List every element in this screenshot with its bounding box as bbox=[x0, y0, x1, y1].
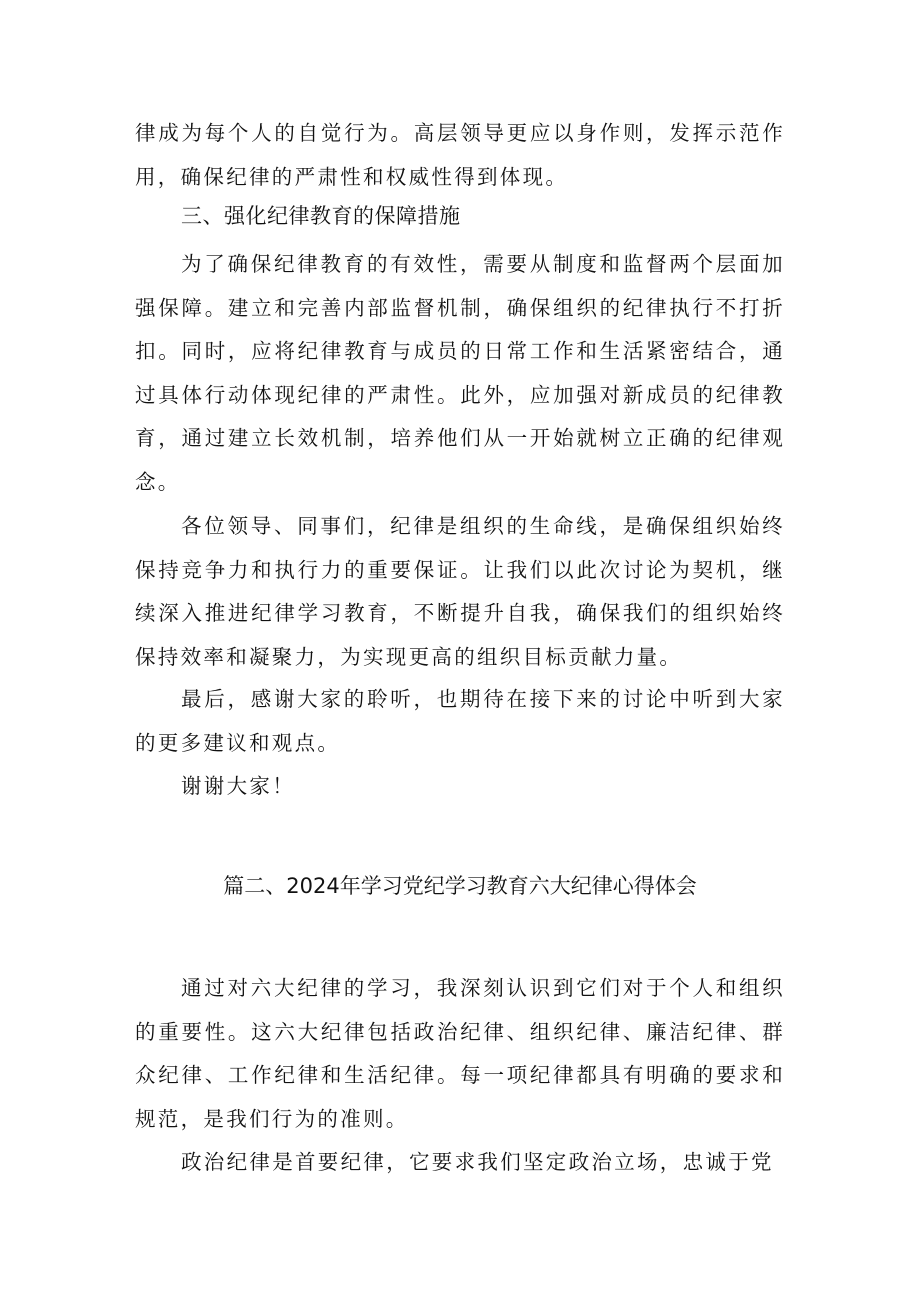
paragraph-continuation: 律成为每个人的自觉行为。高层领导更应以身作则，发挥示范作用，确保纪律的严肃性和权威性得到体现。 bbox=[135, 121, 785, 189]
paragraph-thanks: 最后，感谢大家的聆听，也期待在接下来的讨论中听到大家的更多建议和观点。 bbox=[135, 687, 785, 755]
paragraph-safeguards: 为了确保纪律教育的有效性，需要从制度和监督两个层面加强保障。建立和完善内部监督机制，确保组织的纪律执行不打折扣。同时，应将纪律教育与成员的日常工作和生活紧密结合，通过具体行动体现纪律的严肃性。此外，应加强对新成员的纪律教育，通过建立长效机制，培养他们从一开始就树立正确的纪律观念。 bbox=[135, 252, 785, 494]
paragraph-closing-remarks: 各位领导、同事们，纪律是组织的生命线，是确保组织始终保持竞争力和执行力的重要保证。让我们以此次讨论为契机，继续深入推进纪律学习教育，不断提升自我，确保我们的组织始终保持效率和凝聚力，为实现更高的组织目标贡献力量。 bbox=[135, 514, 785, 669]
chapter-title: 篇二、2024年学习党纪学习教育六大纪律心得体会 bbox=[223, 874, 697, 898]
section-heading-three: 三、强化纪律教育的保障措施 bbox=[181, 204, 461, 228]
paragraph-six-disciplines: 通过对六大纪律的学习，我深刻认识到它们对于个人和组织的重要性。这六大纪律包括政治纪律、组织纪律、廉洁纪律、群众纪律、工作纪律和生活纪律。每一项纪律都具有明确的要求和规范，是我们行为的准则。 bbox=[135, 976, 785, 1131]
paragraph-thank-you: 谢谢大家！ bbox=[181, 774, 295, 798]
paragraph-political-discipline: 政治纪律是首要纪律，它要求我们坚定政治立场，忠诚于党 bbox=[181, 1150, 774, 1174]
